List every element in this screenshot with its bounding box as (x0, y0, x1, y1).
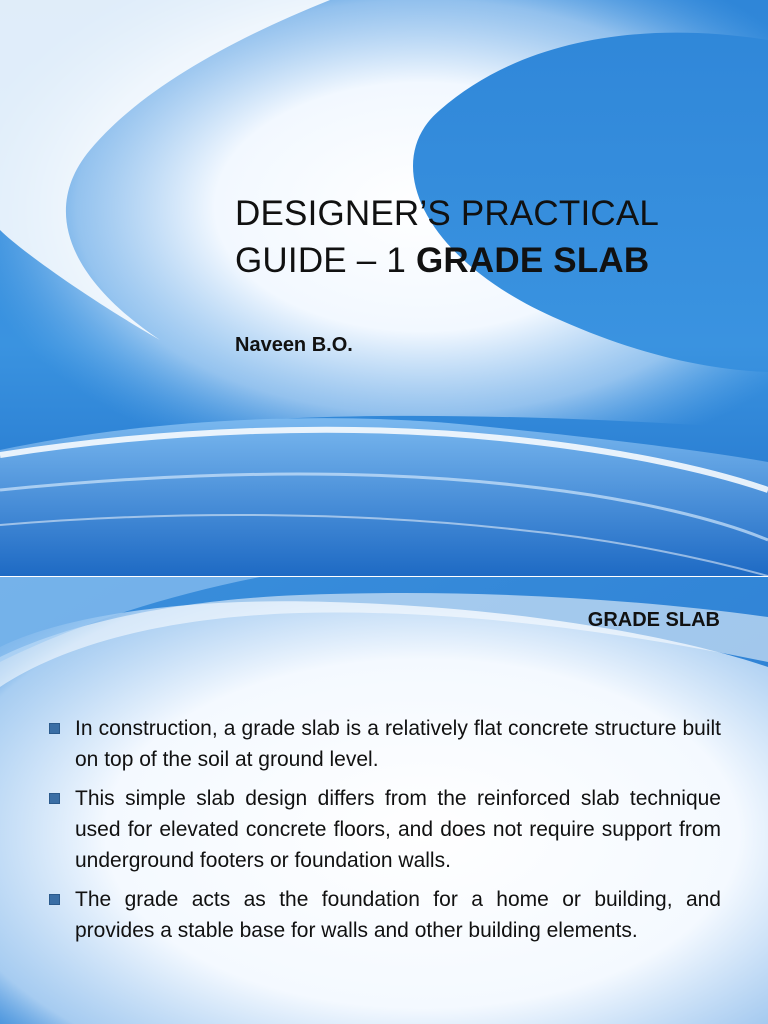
content-slide (0, 577, 768, 1024)
slide-title-prefix: GUIDE – 1 (235, 241, 407, 280)
slide-title (235, 190, 755, 284)
bullet-list (47, 713, 721, 954)
list-item (47, 713, 721, 775)
slide-author: Naveen B.O. (235, 334, 353, 356)
list-item (47, 783, 721, 876)
square-bullet-icon (49, 793, 60, 804)
slide-title-line2 (235, 237, 755, 284)
bullet-text: This simple slab design differs from the reinforced slab technique used for elevated concrete floors, and does not require support from underground footers or foundation walls. (75, 787, 721, 872)
bullet-text: In construction, a grade slab is a relatively flat concrete structure built on top of the soil at ground level. (75, 717, 721, 771)
square-bullet-icon (49, 723, 60, 734)
square-bullet-icon (49, 894, 60, 905)
bullet-text: The grade acts as the foundation for a home or building, and provides a stable base for walls and other building elements. (75, 888, 721, 942)
slide-title-line1: DESIGNER’S PRACTICAL (235, 194, 660, 233)
slide-title-bold: GRADE SLAB (415, 241, 650, 280)
list-item (47, 884, 721, 946)
slide-heading: GRADE SLAB (587, 609, 720, 631)
